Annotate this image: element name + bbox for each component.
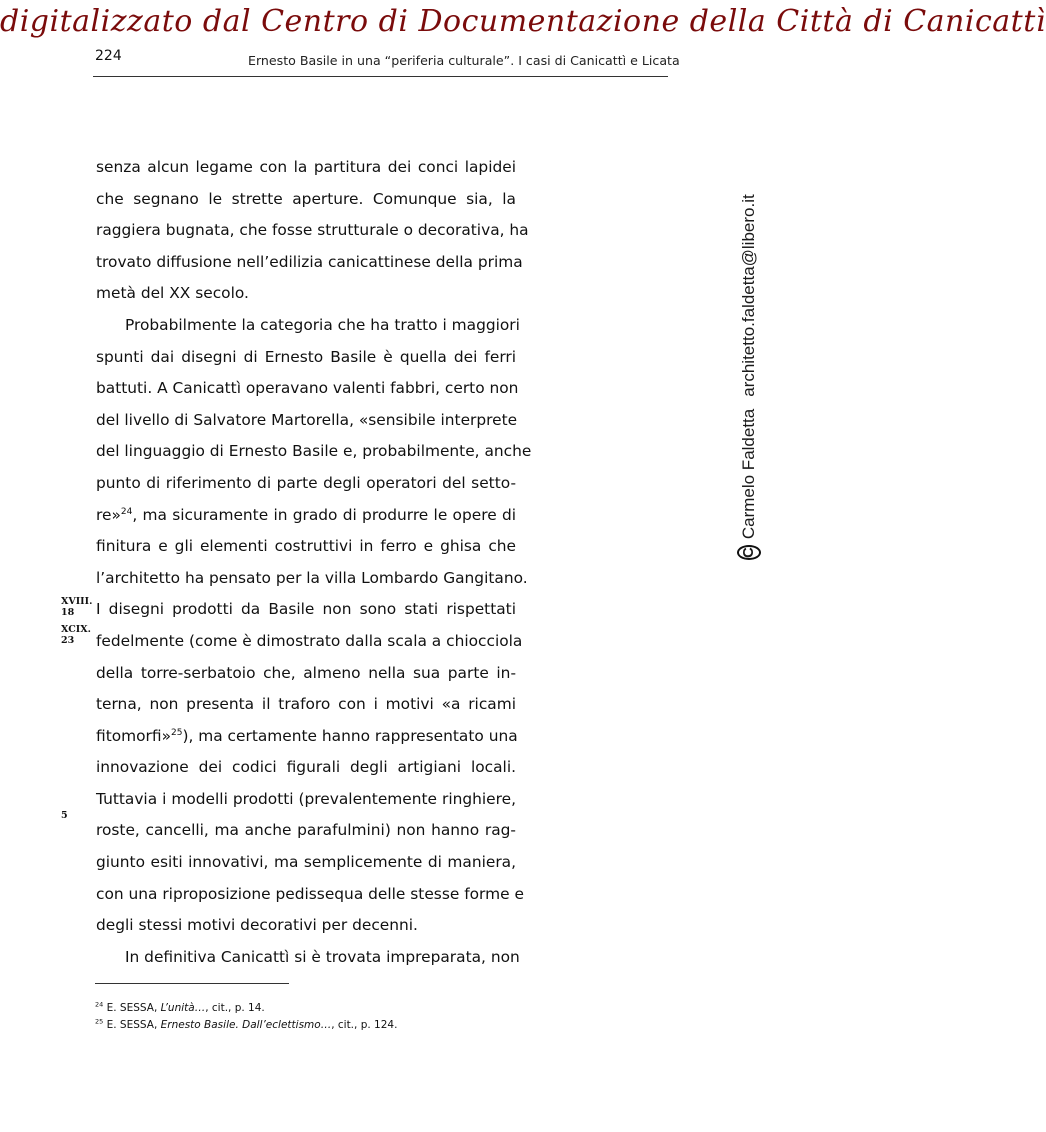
margin-note-label: XCIX. [61, 624, 91, 635]
text-line: fedelmente (come è dimostrato dalla scala a chiocciola [96, 631, 523, 650]
text-line: innovazione dei codici figurali degli artigiani locali. [96, 758, 516, 777]
text-line: della torre-serbatoio che, almeno nella sua parte in- [96, 663, 516, 682]
text-line: terna, non presenta il traforo con i motivi «a ricami [96, 695, 516, 714]
copyright-icon: C [737, 545, 761, 560]
running-title: Ernesto Basile in una “periferia culturale”. I casi di Canicattì e Licata [248, 53, 680, 68]
footnote-title: Ernesto Basile. Dall’eclettismo… [160, 1019, 332, 1031]
watermark-name: Carmelo Faldetta [739, 408, 758, 540]
text-line: Tuttavia i modelli prodotti (prevalentemente ringhiere, [96, 789, 516, 808]
text-line: che segnano le strette aperture. Comunque sia, la [96, 189, 516, 208]
text-line: raggiera bugnata, che fosse strutturale o decorativa, ha [96, 221, 529, 240]
text-line: roste, cancelli, ma anche parafulmini) non hanno rag- [96, 821, 516, 840]
text-line: trovato diffusione nell’edilizia canicattinese della prima [96, 252, 523, 271]
text-fragment: re» [96, 505, 121, 524]
text-line: del linguaggio di Ernesto Basile e, probabilmente, anche [96, 442, 532, 461]
text-fragment: , ma sicuramente in grado di produrre le opere di [132, 505, 516, 524]
text-fragment: ), ma certamente hanno rappresentato una [182, 726, 518, 745]
copyright-watermark [736, 194, 762, 560]
header-rule [93, 76, 668, 77]
footnote-number: 25 [95, 1017, 104, 1026]
text-line: degli stessi motivi decorativi per decenni. [96, 916, 418, 935]
footnote-title: L’unità… [160, 1002, 206, 1014]
text-line [96, 721, 516, 753]
footnote-25 [95, 1019, 397, 1031]
text-line: l’architetto ha pensato per la villa Lombardo Gangitano. [96, 568, 528, 587]
text-line: con una riproposizione pedissequa delle stesse forme e [96, 884, 524, 903]
margin-note-xviii [61, 596, 92, 618]
text-line: spunti dai disegni di Ernesto Basile è quella dei ferri [96, 347, 516, 366]
digitization-banner: digitalizzato dal Centro di Documentazione della Città di Canicattì [0, 4, 1046, 39]
footnote-rule [95, 983, 289, 984]
text-line: finitura e gli elementi costruttivi in ferro e ghisa che [96, 537, 516, 556]
text-line: Probabilmente la categoria che ha tratto i maggiori [125, 315, 520, 334]
text-line: del livello di Salvatore Martorella, «sensibile interprete [96, 410, 518, 429]
margin-note-5: 5 [61, 810, 68, 821]
margin-note-number: 18 [61, 607, 75, 618]
footnote-24 [95, 1002, 265, 1014]
text-fragment: fitomorfi» [96, 726, 171, 745]
margin-note-label: XVIII. [61, 596, 93, 607]
footnote-ref-24[interactable]: 24 [120, 506, 133, 517]
margin-note-number: 23 [61, 635, 75, 646]
watermark-email[interactable]: architetto.faldetta@libero.it [739, 194, 758, 397]
body-text [96, 152, 532, 973]
footnote-citation: , cit., p. 14. [205, 1002, 265, 1014]
footnote-author: E. SESSA, [106, 1019, 161, 1031]
text-line: punto di riferimento di parte degli operatori del setto- [96, 473, 516, 492]
margin-note-xcix [61, 624, 91, 646]
footnote-author: E. SESSA, [106, 1002, 161, 1014]
text-line: giunto esiti innovativi, ma semplicemente di maniera, [96, 853, 516, 872]
footnote-number: 24 [95, 1000, 104, 1009]
footnote-citation: , cit., p. 124. [331, 1019, 398, 1031]
text-line: senza alcun legame con la partitura dei conci lapidei [96, 158, 516, 176]
text-line: In definitiva Canicattì si è trovata impreparata, non [125, 947, 520, 966]
text-line: battuti. A Canicattì operavano valenti fabbri, certo non [96, 379, 519, 398]
text-line [96, 500, 516, 532]
text-line: metà del XX secolo. [96, 284, 249, 303]
page-number: 224 [95, 48, 122, 64]
text-line: I disegni prodotti da Basile non sono stati rispettati [96, 600, 516, 619]
footnote-ref-25[interactable]: 25 [171, 727, 183, 738]
